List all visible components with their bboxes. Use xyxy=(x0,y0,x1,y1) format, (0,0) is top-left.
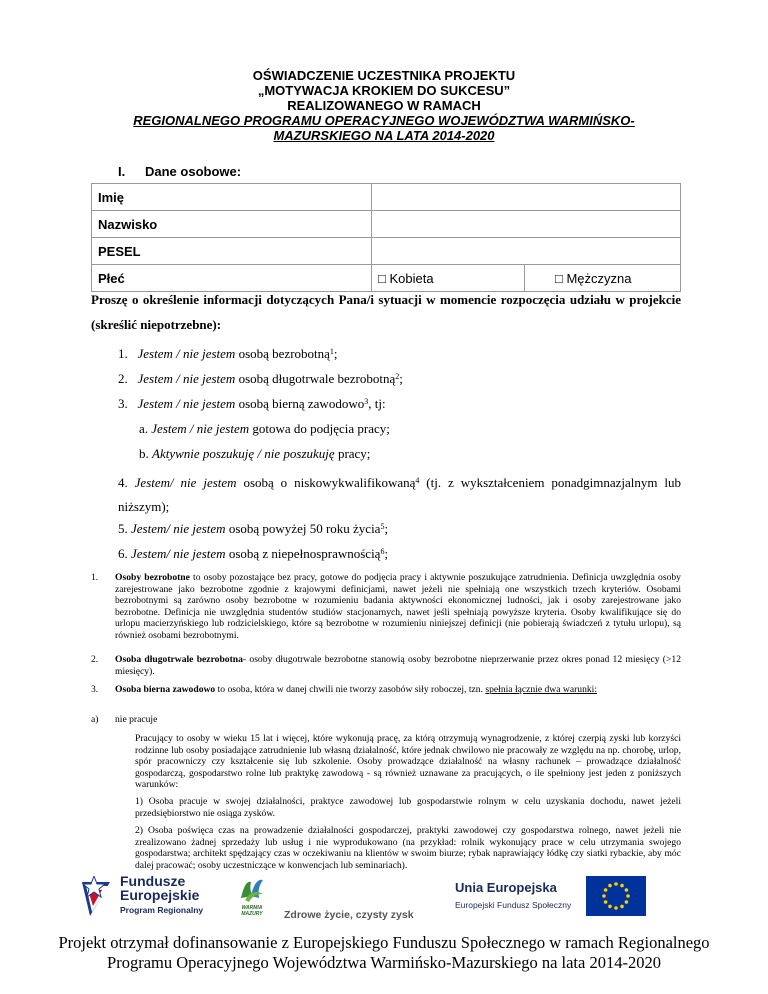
footnote-number: 1. xyxy=(91,572,99,583)
fe-logo-line1: Fundusze xyxy=(120,873,186,889)
choice-text[interactable]: Aktywnie poszukuję / nie poszukuję xyxy=(152,446,335,461)
first-name-field[interactable] xyxy=(372,184,681,211)
choice-text[interactable]: Jestem / nie jestem xyxy=(137,371,236,386)
pesel-label: PESEL xyxy=(92,238,372,265)
footnote-paragraph: 1) Osoba pracuje w swojej działalności, praktyce zawodowej lub gospodarstwie rolnym w celu uzyskania dochodu, nawet jeżeli przedsiębiorstwo nie osiąga zysków. xyxy=(135,796,681,819)
gender-label: Płeć xyxy=(92,265,372,292)
eu-flag-icon xyxy=(586,876,646,916)
footnote-a: nie pracuje xyxy=(115,714,158,725)
list-item: 6. Jestem/ nie jestem osobą z niepełnosprawnością$^6$; xyxy=(118,546,389,561)
ue-logo-line1: Unia Europejska xyxy=(455,880,557,895)
choice-text[interactable]: Jestem / nie jestem xyxy=(137,396,236,411)
table-row xyxy=(92,211,681,238)
unia-europejska-logo xyxy=(455,876,685,926)
footer-line1: Projekt otrzymał dofinansowanie z Europejskiego Funduszu Społecznego w ramach Regionalnego xyxy=(58,933,710,952)
footnote-paragraph: 2) Osoba poświęca czas na prowadzenie działalności gospodarczej, praktyki zawodowej czy gospodarstwa rolnego, nawet jeżeli nie zrealizowano żadnej sprzedaży lub usług i nie wyprodukowano (na przykład: rolnik wykonujący prace w celu utrzymania swojego gospodarstwa; architekt spędzający czas w oczekiwaniu na klientów w swoim biurze; rybak naprawiający łódkę czy siatki rybackie, aby móc dalej pracować; osoby uczestniczące w konwencjach lub seminariach). xyxy=(135,825,681,871)
table-row xyxy=(92,238,681,265)
section-title: Dane osobowe: xyxy=(145,164,242,179)
fe-logo-line3: Program Regionalny xyxy=(120,905,204,915)
ue-logo-line2: Europejski Fundusz Społeczny xyxy=(455,900,572,910)
table-row xyxy=(92,184,681,211)
wm-logo-line1: WARMIA xyxy=(241,905,263,911)
footnote-paragraph: Pracujący to osoby w wieku 15 lat i więcej, które wykonują pracę, za którą otrzymują wynagrodzenie, z której czerpią zyski lub korzyści rodzinne lub osoby posiadające zatrudnienie lub własną działalność, które jednak chwilowo nie pracowały ze względu na np. chorobę, urlop, spór pracowniczy czy kształcenie się lub szkolenie. Osoby prowadzące działalność na własny rachunek – prowadzące działalność gospodarczą, gospodarstwo rolne lub praktykę zawodową - są również uznawane za pracujących, o ile spełniony jest jeden z poniższych warunków: xyxy=(135,733,681,790)
footnote-3: Osoba bierna zawodowo to osoba, która w danej chwili nie tworzy zasobów siły roboczej, tzn. spełnia łącznie dwa warunki: xyxy=(115,684,597,695)
choice-text[interactable]: Jestem/ nie jestem xyxy=(134,475,237,490)
wm-logo-line2: MAZURY xyxy=(241,911,263,917)
gender-male-checkbox[interactable]: □ Mężczyzna xyxy=(525,265,681,292)
warmia-mazury-logo xyxy=(234,872,424,928)
footnote-letter: a) xyxy=(91,714,99,725)
doc-title-line2: „MOTYWACJA KROKIEM DO SUKCESU” xyxy=(257,83,511,98)
footnote-number: 3. xyxy=(91,684,99,695)
choice-text[interactable]: Jestem / nie jestem xyxy=(137,346,236,361)
choice-text[interactable]: Jestem/ nie jestem xyxy=(131,521,226,536)
footer-line2: Programu Operacyjnego Województwa Warmińsko-Mazurskiego na lata 2014-2020 xyxy=(107,953,661,972)
list-item: a. Jestem / nie jestem gotowa do podjęcia pracy; xyxy=(139,421,390,436)
fe-logo-line2: Europejskie xyxy=(120,887,200,903)
list-item: 1. Jestem / nie jestem osobą bezrobotną$^1$; xyxy=(118,346,338,361)
last-name-field[interactable] xyxy=(372,211,681,238)
doc-title-line5: MAZURSKIEGO NA LATA 2014-2020 xyxy=(273,128,495,143)
list-item: b. Aktywnie poszukuję / nie poszukuję pracy; xyxy=(139,446,371,461)
pesel-field[interactable] xyxy=(372,238,681,265)
section-number: I. xyxy=(118,164,126,179)
fe-star-icon xyxy=(80,876,116,918)
footnote-1: Osoby bezrobotne to osoby pozostające bez pracy, gotowe do podjęcia pracy i aktywnie poszukujące zatrudnienia. Definicja uwzględnia osoby zarejestrowane jako bezrobotne zgodnie z krajowymi definicjami, nawet jeżeli nie spełniają one wszystkich trzech kryteriów. Osobami bezrobotnymi są zarówno osoby bezrobotne w rozumieniu badania aktywności ekonomicznej ludności, jak i osoby zarejestrowane jako bezrobotne. Definicja nie uwzględnia studentów studiów stacjonarnych, nawet jeśli spełniają powyższe kryteria. Osoby kwalifikujące się do urlopu macierzyńskiego lub rodzicielskiego, które są bezrobotne w rozumieniu niniejszej definicji (nie pobierają świadczeń z tytułu urlopu), są również osobami bezrobotnymi. xyxy=(115,572,681,641)
status-question: Proszę o określenie informacji dotyczących Pana/i sytuacji w momencie rozpoczęcia udziału w projekcie (skreślić niepotrzebne): xyxy=(91,292,681,332)
doc-title-line1: OŚWIADCZENIE UCZESTNIKA PROJEKTU xyxy=(252,68,516,83)
footnote-2: Osoba długotrwale bezrobotna- osoby długotrwale bezrobotne stanowią osoby bezrobotne nieprzerwanie przez okres ponad 12 miesięcy (>12 miesięcy). xyxy=(115,654,681,677)
doc-title-line3: REALIZOWANEGO W RAMACH xyxy=(287,98,481,113)
fundusze-europejskie-logo xyxy=(80,874,230,924)
gender-female-checkbox[interactable]: □ Kobieta xyxy=(372,265,525,292)
warmia-mazury-icon xyxy=(237,874,267,904)
section-heading xyxy=(118,164,241,179)
choice-text[interactable]: Jestem/ nie jestem xyxy=(131,546,226,561)
choice-text[interactable]: Jestem / nie jestem xyxy=(151,421,250,436)
list-item: 5. Jestem/ nie jestem osobą powyżej 50 roku życia$^5$; xyxy=(118,521,389,536)
first-name-label: Imię xyxy=(92,184,372,211)
list-item: 2. Jestem / nie jestem osobą długotrwale bezrobotną$^2$; xyxy=(118,371,403,386)
footnote-number: 2. xyxy=(91,654,99,665)
list-item: 3. Jestem / nie jestem osobą bierną zawodowo$^3$, tj: xyxy=(118,396,386,411)
wm-slogan: Zdrowe życie, czysty zysk xyxy=(284,909,414,921)
personal-data-table xyxy=(91,183,681,292)
list-item: 4. Jestem/ nie jestem osobą o niskowykwalifikowaną$^4$ (tj. z wykształceniem ponadgimnazjalnym lub niższym); xyxy=(118,475,681,514)
doc-title-line4: REGIONALNEGO PROGRAMU OPERACYJNEGO WOJEWÓDZTWA WARMIŃSKO- xyxy=(133,113,635,128)
last-name-label: Nazwisko xyxy=(92,211,372,238)
